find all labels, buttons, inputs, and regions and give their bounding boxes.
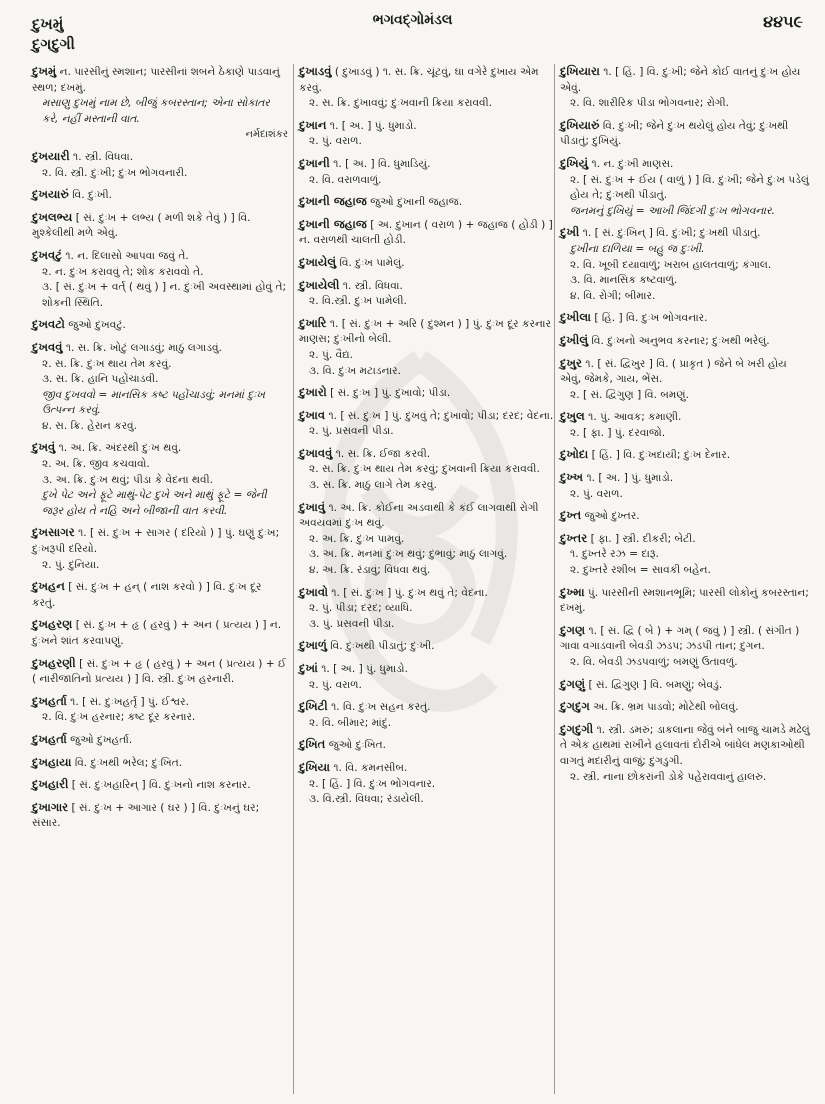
example-source: નર્મદાશંકર — [245, 129, 288, 141]
sub-sense: ૩. વિ.સ્ત્રી. વિધવા; રંડાયેલી. — [309, 793, 424, 806]
definition: વિ. દુઃખનો અનુભવ કરનાર; દુઃખથી ભરેલું. — [591, 334, 770, 347]
headword: દુખુલ — [560, 409, 585, 424]
definition: વિ. દુઃખ પામેલું. — [339, 256, 405, 269]
guide-word-top: દુખમું — [32, 15, 64, 33]
entry-line — [299, 217, 555, 249]
dictionary-entry — [560, 118, 810, 150]
dictionary-entry — [32, 440, 288, 519]
definition: અ. ક્રિ. ભ્રમ પાડવો; મોટેથી બોલવું. — [593, 701, 739, 714]
dictionary-entry — [560, 156, 810, 219]
entry-line — [299, 500, 555, 532]
dictionary-entry — [32, 579, 288, 611]
headword: દુખીલું — [560, 332, 589, 347]
dictionary-entry — [32, 617, 288, 649]
sub-sense: ૩. સ. ક્રિ. હાનિ પહોંચાડવી. — [42, 373, 159, 386]
dictionary-entry — [299, 64, 555, 112]
definition: ૧. પું. આવક; કમાણી. — [588, 411, 682, 424]
dictionary-entry — [299, 638, 555, 655]
definition: ૧. [ અ. ] વિ. ધુમાડિયું. — [333, 157, 431, 170]
sub-sense: ૨. [ સં. દુઃખ + ઈય ( વાળું ) ] વિ. દુઃખી; જેને દુઃખ પડેલું હોય તે; દુઃખથી પીડાતું. — [570, 173, 809, 202]
sub-sense: ૪. વિ. રોગી; બીમાર. — [570, 289, 656, 302]
sub-sense: ૨. વિ. ખૂબી દયાવાળું; ખરાબ હાલતવાળું; કંગાલ. — [570, 258, 772, 271]
entry-line — [32, 755, 288, 772]
dictionary-entry — [299, 408, 555, 440]
dictionary-entry — [560, 225, 810, 304]
entry-line — [32, 340, 288, 357]
dictionary-entry — [560, 333, 810, 350]
entry-line — [32, 210, 288, 242]
dictionary-entry — [32, 340, 288, 435]
dictionary-entry — [299, 385, 555, 402]
dictionary-entry — [299, 661, 555, 693]
definition: [ સં. દુઃખહારિન્ ] વિ. દુઃખનો નાશ કરનાર. — [71, 779, 251, 792]
headword: દુખિયું — [560, 155, 589, 170]
definition: પું. પારસીની સ્મશાનભૂમિ; પારસી લોકોનું કબરસ્તાન; દખમું. — [560, 586, 809, 615]
entry-line — [32, 149, 288, 166]
sub-sense: ૨. પું. પ્રસવની પીડા. — [309, 425, 394, 438]
definition: ૧. અ. ક્રિ. અંદરથી દુઃખ થવું. — [58, 442, 182, 455]
definition: ૧. [ સં. દુઃખ + સાગર ( દરિયો ) ] પું. ઘણું દુઃખ; દુઃખરૂપી દરિયો. — [32, 527, 280, 556]
dictionary-entry — [32, 777, 288, 794]
headword: દુખહર્તા — [32, 693, 67, 708]
usage-example: દુખે પેટ અને ફૂટે માથું-પેટ દુખે અને માથું ફૂટે = જેની જરૂર હોય તે નહિ અને બીજાની વાત કરવી. — [42, 489, 267, 517]
definition: [ અ. દુખાન ( વરાળ ) + જહાજ ( હોડી ) ] ન. વરાળથી ચાલતી હોડી. — [299, 218, 553, 247]
entry-line — [32, 248, 288, 265]
entry-line — [32, 317, 288, 334]
sub-sense: ૩. અ. ક્રિ. દુઃખ થવું; પીડા કે વેદના થવી. — [42, 473, 214, 486]
entry-line — [560, 677, 810, 694]
entry-line — [560, 118, 810, 150]
definition: ૧. [ હિં. ] વિ. દુઃખી; જેને કોઈ વાતનું દુઃખ હોય એવું. — [560, 66, 801, 94]
sub-sense: ૨. પું. વૈદ્ય. — [309, 348, 354, 361]
definition: ૧. સ્ત્રી. ડમરું; ડાકલાના જેવું બંને બાજુ ચામડે મઢેલું તે એક હાથમાં રાખીને હલાવતાં દોરીએ બાંધેલ મણકાઓથી વાગતું મદારીનું વાજું; દુગડુગી. — [560, 723, 810, 767]
headword: દુખહર્તા — [32, 731, 67, 746]
dictionary-entry — [299, 737, 555, 754]
dictionary-entry — [32, 149, 288, 181]
sub-sense: ૨. વિ. બીમાર; માંદું. — [309, 716, 392, 729]
sub-sense: ૨. ન. દુઃખ કરાવવું તે; શોક કરાવવો તે. — [42, 265, 204, 278]
sub-sense: ૩. સ. ક્રિ. માઠું લાગે તેમ કરવું. — [309, 479, 437, 492]
definition: ૧. વિ. કમનસીબ. — [333, 761, 408, 774]
dictionary-entry — [299, 446, 555, 494]
dictionary-entry — [560, 470, 810, 502]
headword: દુગદુગ — [560, 699, 590, 714]
definition: [ હિં. ] વિ. દુઃખદાયી; દુઃખ દેનાર. — [591, 449, 731, 462]
headword: દુગદુગી — [560, 721, 594, 736]
entry-line — [560, 356, 810, 388]
headword: દુખહરણી — [32, 655, 76, 670]
definition: ૧. [ સં. દ્વિ ( બે ) + ગમ્ ( જવું ) ] સ્ત્રી. ( સંગીત ) ગાવા વગાડવાની બેવડી ઝડપ; ઝડપી તાન; દુગન. — [560, 624, 800, 653]
entry-line — [32, 800, 288, 832]
headword: દુખિટી — [299, 699, 328, 714]
dictionary-entry — [560, 447, 810, 464]
headword: દુખારિ — [299, 315, 327, 330]
headword: દુખ્ત — [560, 508, 582, 523]
dictionary-entry — [32, 694, 288, 726]
sub-sense: ૨. [ સં. દ્વિગુણ ] વિ. બમણું. — [570, 388, 689, 401]
definition: વિ. દુઃખી; જેને દુઃખ થયેલું હોય તેવું; દુઃખથી પીડાતું; દુખિયું. — [560, 119, 789, 148]
column-1 — [32, 64, 288, 838]
sub-sense: ૨. દુખ્તરે રશીબ = સાવકી બહેન. — [570, 564, 711, 577]
sub-sense: ૨. [ ફા. ] પું. દરવાજો. — [570, 426, 666, 439]
headword: દુખાની જહાજ — [299, 216, 367, 231]
headword: દુખાવો — [299, 584, 328, 599]
entry-line — [560, 225, 810, 242]
headword: દુગણ — [560, 622, 586, 637]
sub-sense: ૧. દુખ્તરે રઝ = દારૂ. — [570, 548, 659, 561]
definition: ૧. સ્ત્રી. વિધવા. — [342, 279, 403, 292]
dictionary-entry — [299, 760, 555, 808]
headword: દુખમું — [32, 64, 57, 78]
sub-sense: ૩. પું. પ્રસવની પીડા. — [309, 617, 395, 630]
sub-sense: ૩. વિ. દુઃખ મટાડનાર. — [309, 364, 401, 377]
sub-sense: ૩. વિ. માનસિક કષ્ટવાળું. — [570, 274, 678, 287]
headword: દુખાવવું — [299, 445, 333, 460]
definition: ૧. વિ. દુઃખ સહન કરતું. — [331, 701, 431, 714]
entry-line — [32, 617, 288, 649]
dictionary-entry — [299, 316, 555, 379]
headword: દુખાડવું — [299, 64, 332, 78]
entry-line — [299, 64, 555, 96]
headword: દુગણું — [560, 676, 586, 691]
sub-sense: ૨. વિ. બેવડી ઝડપવાળું; બમણું ઉતાવળું. — [570, 656, 738, 668]
entry-line — [32, 694, 288, 711]
sub-sense: ૨. પું. દુનિયા. — [42, 558, 100, 571]
dictionary-entry — [299, 699, 555, 731]
sub-sense: ૨. સ. ક્રિ. દુખાવવું; દુઃખવાની ક્રિયા કરાવવી. — [309, 97, 493, 110]
dictionary-entry — [299, 255, 555, 272]
dictionary-entry — [32, 248, 288, 311]
definition: [ હિં. ] વિ. દુઃખ ભોગવનાર. — [594, 312, 708, 325]
definition: ૧. ન. દિલાસો આપવા જવું તે. — [65, 249, 189, 262]
headword: દુખિયારા — [560, 64, 600, 78]
entry-line — [560, 699, 810, 716]
sub-sense: ૨. પું. વરાળ. — [570, 487, 623, 500]
headword: દુખિયારું — [560, 117, 600, 132]
column-2 — [299, 64, 555, 814]
entry-line — [299, 760, 555, 777]
dictionary-entry — [560, 722, 810, 785]
definition: ૧. [ અ. ] પું. ધુમાડો. — [321, 663, 408, 675]
entry-line — [560, 508, 810, 525]
entry-line — [32, 64, 288, 96]
entry-line — [32, 656, 288, 688]
usage-example: દુખીના દાળિયા = બહુ જ દુઃખી. — [570, 242, 705, 255]
definition: ન. પારસીનું સ્મશાન; પારસીનાં શબને ઠેકાણે પાડવાનું સ્થળ; દખમું. — [32, 66, 280, 94]
definition: વિ. દુઃખથી ભરેલ; દુઃખિત. — [74, 756, 183, 769]
column-divider — [293, 64, 294, 1094]
sub-sense: ૨. સ. ક્રિ. દુઃખ થાય તેમ કરવું; દુખવાની ક્રિયા કરાવવી. — [309, 463, 540, 476]
usage-example: મસાણુ દુખમું નામ છે, બીજું કબરસ્તાન; એના સોકાતર કરે, નહીં મસ્તાની વાત. — [42, 97, 270, 125]
definition: વિ. દુઃખી. — [72, 189, 113, 202]
dictionary-entry — [32, 317, 288, 334]
entry-line — [299, 194, 555, 211]
page-header — [0, 0, 825, 62]
headword: દુખાવું — [299, 499, 326, 514]
sub-sense: ૨. વિ. શારીરિક પીડા ભોગવનાર; રોગી. — [570, 97, 729, 110]
headword: દુખી — [560, 225, 580, 240]
definition: ૧. અ. ક્રિ. કોઈના અડવાથી કે કંઈ લાગવાથી રોગી અવયવમાં દુઃખ થવું. — [299, 501, 539, 530]
entry-line — [32, 777, 288, 794]
headword: દુખ્ખ — [560, 470, 584, 485]
definition: ૧. સ. ક્રિ. ઈજા કરવી. — [335, 447, 431, 460]
sub-sense: ૨. વિ. વરાળવાળું. — [309, 173, 382, 186]
sub-sense: ૨. પું. વરાળ. — [309, 678, 362, 691]
usage-example: જનમનું દુખિયું = આખી જિંદગી દુઃખ ભોગવનાર. — [570, 204, 775, 217]
headword: દુખાયેલું — [299, 254, 337, 269]
definition: [ સં. દુઃખ + આગાર ( ઘર ) ] વિ. દુઃખનું ઘર; સંસાર. — [32, 801, 260, 830]
entry-line — [560, 623, 810, 655]
dictionary-entry — [299, 217, 555, 249]
entry-line — [299, 661, 555, 678]
entry-line — [299, 385, 555, 402]
headword: દુખાન — [299, 117, 327, 132]
headword: દુખવટું — [32, 247, 62, 262]
entry-line — [32, 525, 288, 557]
definition: [ ફા. ] સ્ત્રી. દીકરી; બેટી. — [590, 532, 696, 545]
entry-line — [560, 409, 810, 426]
headword: દુખાગાર — [32, 799, 69, 814]
dictionary-entry — [32, 800, 288, 832]
page-title: ભગવદ્ગોમંડલ — [372, 12, 453, 28]
sub-sense: ૨. સ. ક્રિ. દુઃખ થાય તેમ કરવું. — [42, 357, 172, 370]
entry-line — [32, 732, 288, 749]
entry-line — [299, 278, 555, 295]
definition: ૧. ન. દુઃખી માણસ. — [591, 157, 674, 170]
entry-line — [299, 255, 555, 272]
definition: ૧. [ સં. દ્વિખુર ] વિ. ( પ્રાકૃત ) જેને બે ખરી હોય એવું, જેમકે, ગાય, ભેંસ. — [560, 357, 787, 386]
dictionary-entry — [32, 525, 288, 573]
definition: ૧. [ સં. દુઃખ ] પું. દુખવું તે; દુખાવો; પીડા; દરદ; વેદના. — [328, 409, 554, 422]
headword: દુખિત — [299, 737, 326, 752]
dictionary-entry — [299, 278, 555, 310]
sub-sense: ૪. અ. ક્રિ. રંડાવું; વિધવા થવું. — [309, 564, 431, 577]
headword: દુખહાયા — [32, 754, 72, 769]
definition: જુઓ દુખ્તર. — [584, 510, 640, 523]
sub-sense: ૩. અ. ક્રિ. મનમાં દુઃખ થવું; દુભાવું; માઠું લાગવું. — [309, 548, 508, 561]
entry-line — [560, 64, 810, 96]
sub-sense: ૨. વિ. દુઃખ હરનાર; કષ્ટ દૂર કરનાર. — [42, 711, 196, 724]
definition: ૧. [ અ. ] પું. ધુમાડો. — [586, 472, 674, 485]
headword: દુખહરણ — [32, 617, 73, 632]
entry-line — [560, 156, 810, 173]
definition: ૧. સ્ત્રી. વિધવા. — [73, 150, 134, 163]
entry-line — [32, 440, 288, 457]
headword: દુખોદા — [560, 447, 589, 462]
sub-sense: ૨. અ. ક્રિ. જીવ કચવાવો. — [42, 458, 150, 471]
headword: દુખાની જહાજ — [299, 194, 367, 209]
headword: દુખાની — [299, 155, 330, 170]
headword: દુખયારી — [32, 148, 70, 163]
definition: ૧. સ. ક્રિ. ખોટું લગાડવું; માઠું લગાડવું. — [65, 341, 223, 354]
headword: દુખહારી — [32, 777, 69, 792]
definition: જુઓ દુખાની જહાજ. — [370, 196, 463, 209]
definition: વિ. દુઃખથી પીડાતું; દુઃખી. — [330, 640, 435, 653]
entry-line — [560, 531, 810, 548]
entry-line — [299, 408, 555, 425]
sub-sense: ૨. વિ.સ્ત્રી. દુઃખ પામેલી. — [309, 295, 407, 308]
headword: દુખાવ — [299, 407, 326, 422]
dictionary-entry — [560, 310, 810, 327]
entry-line — [560, 447, 810, 464]
sub-sense: ૨. પું. પીડા; દરદ; વ્યાધિ. — [309, 602, 413, 615]
sub-sense: ૨. અ. ક્રિ. દુઃખ પામવું. — [309, 532, 405, 545]
entry-line — [32, 579, 288, 611]
headword: દુખલભ્ય — [32, 209, 73, 224]
definition: [ સં. દુઃખ ] પું. દુખાવો; પીડા. — [330, 387, 451, 400]
definition: જુઓ દુઃખિત. — [328, 739, 387, 752]
dictionary-entry — [560, 699, 810, 716]
definition: [ સં. દુઃખ + લભ્ય ( મળી શકે તેવું ) ] વિ. મુશ્કેલીથી મળે એવું. — [32, 211, 251, 240]
sub-sense: ૩. [ સં. દુઃખ + વર્ત્ ( થવું ) ] ન. દુઃખી અવસ્થામાં હોવું તે; શોકની સ્થિતિ. — [42, 281, 287, 309]
headword: દુખાં — [299, 661, 318, 675]
definition: [ સં. દ્વિગુણ ] વિ. બમણું; બેવડું. — [588, 678, 723, 691]
dictionary-entry — [299, 118, 555, 150]
entry-line — [299, 446, 555, 463]
entry-line — [299, 585, 555, 602]
dictionary-entry — [299, 500, 555, 579]
guide-word-bottom: દુગદુગી — [32, 35, 75, 53]
dictionary-entry — [560, 508, 810, 525]
headword: દુખ્તર — [560, 530, 588, 545]
headword: દુખયારું — [32, 187, 69, 202]
headword: દુખીલા — [560, 310, 591, 325]
dictionary-entry — [560, 623, 810, 671]
dictionary-entry — [32, 64, 288, 143]
entry-line — [299, 316, 555, 348]
dictionary-entry — [560, 356, 810, 404]
headword: દુખહન — [32, 579, 65, 594]
dictionary-entry — [560, 409, 810, 441]
headword: દુખસાગર — [32, 525, 75, 540]
dictionary-entry — [560, 64, 810, 112]
definition: [ સં. દુઃખ + હૃ ( હરવું ) + અન ( પ્રત્યય ) + ઈ ( નારીજાતિનો પ્રત્યય ) ] વિ. સ્ત્રી. દુઃખ હરનારી. — [32, 657, 287, 686]
headword: દુખવવું — [32, 339, 63, 354]
dictionary-entry — [299, 156, 555, 188]
entry-line — [299, 156, 555, 173]
dictionary-entry — [299, 194, 555, 211]
dictionary-entry — [560, 677, 810, 694]
dictionary-entry — [32, 732, 288, 749]
definition: જુઓ દુખહર્તા. — [70, 733, 133, 746]
dictionary-entry — [32, 187, 288, 204]
headword: દુખાયેલી — [299, 277, 340, 292]
definition: ૧. [ અ. ] પું. ધુમાડો. — [329, 119, 417, 132]
definition: [ સં. દુઃખ + હૃ ( હરવું ) + અન ( પ્રત્યય ) ] ન. દુઃખને શાંત કરવાપણું. — [32, 619, 282, 647]
sub-sense: ૨. સ્ત્રી. નાના છોકરાંની ડોકે પહેરાવવાનું હાલરું. — [570, 770, 767, 783]
definition: ( દુખાડવું ) ૧. સ. ક્રિ. ચૂંટવું, ઘા વગેરે દુખાય એમ કરવું. — [299, 66, 539, 94]
definition: ૧. [ સં. દુઃખિન્ ] વિ. દુઃખી; દુઃખથી પીડાતું. — [582, 227, 761, 240]
sub-sense: ૨. [ હિં. ] વિ. દુઃખ ભોગવનાર. — [309, 777, 436, 790]
headword: દુખવું — [32, 440, 56, 455]
entry-line — [560, 585, 810, 617]
page-number: ૪૪૫૯ — [763, 12, 803, 31]
entry-line — [299, 699, 555, 716]
entry-line — [560, 333, 810, 350]
headword: દુખિયા — [299, 759, 330, 774]
dictionary-entry — [560, 585, 810, 617]
headword: દુખુર — [560, 355, 583, 370]
dictionary-entry — [32, 755, 288, 772]
definition: ૧. [ સં. દુઃખ ] પું. દુઃખ થવું તે; વેદના. — [331, 586, 488, 599]
definition: ૧. [ સં. દુઃખહર્તૃ ] પું. ઈશ્વર. — [70, 695, 189, 708]
dictionary-entry — [299, 585, 555, 633]
headword: દુખારો — [299, 385, 327, 400]
dictionary-entry — [32, 656, 288, 688]
headword: દુખાળું — [299, 638, 327, 653]
entry-line — [299, 737, 555, 754]
column-3 — [560, 64, 810, 791]
entry-line — [299, 118, 555, 135]
dictionary-entry — [32, 210, 288, 242]
entry-line — [32, 187, 288, 204]
sub-sense: ૪. સ. ક્રિ. હેરાન કરવું. — [42, 419, 138, 432]
entry-line — [560, 470, 810, 487]
definition: ૧. [ સં. દુઃખ + અરિ ( દુશ્મન ) ] પું. દુઃખ દૂર કરનાર માણસ; દુઃખીનો બેલી. — [299, 317, 551, 346]
entry-line — [560, 310, 810, 327]
entry-line — [299, 638, 555, 655]
definition: જુઓ દુખવટું. — [68, 319, 126, 332]
definition: [ સં. દુઃખ + હન્ ( નાશ કરવો ) ] વિ. દુઃખ દૂર કરતું. — [32, 581, 262, 609]
headword: દુખવટો — [32, 317, 65, 332]
sub-sense: ૨. વિ. સ્ત્રી. દુઃખી; દુઃખ ભોગવનારી. — [42, 166, 188, 179]
entry-line — [560, 722, 810, 770]
sub-sense: ૨. પું. વરાળ. — [309, 135, 362, 148]
usage-example: જીવ દુખવવો = માનસિક કષ્ટ પહોંચાડવું; મનમાં દુઃખ ઉત્પન્ન કરવું. — [42, 388, 265, 417]
headword: દુખ્મા — [560, 584, 585, 599]
dictionary-entry — [560, 531, 810, 579]
